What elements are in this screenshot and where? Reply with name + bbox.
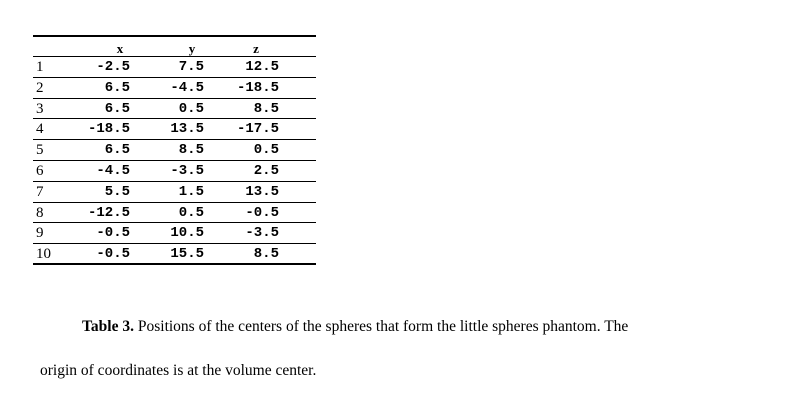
cell-z: 0.5	[253, 142, 279, 159]
table-row	[33, 161, 316, 182]
row-index: 5	[36, 142, 44, 159]
table-row	[33, 203, 316, 224]
row-index: 9	[36, 225, 44, 242]
table-row	[33, 99, 316, 120]
cell-y: 10.5	[170, 225, 204, 242]
cell-y: -4.5	[170, 79, 204, 96]
cell-x: 6.5	[104, 142, 130, 159]
cell-x: 6.5	[104, 100, 130, 117]
cell-z: 12.5	[245, 59, 279, 75]
cell-z: 8.5	[253, 100, 279, 117]
row-index: 1	[36, 59, 44, 75]
header-z: z	[253, 41, 259, 56]
cell-z: 2.5	[253, 163, 279, 179]
row-index: 10	[36, 246, 51, 263]
cell-y: 8.5	[178, 142, 204, 159]
cell-x: -2.5	[96, 59, 130, 75]
row-index: 3	[36, 100, 44, 117]
table-row	[33, 119, 316, 140]
cell-y: 13.5	[170, 121, 204, 138]
cell-y: 7.5	[178, 59, 204, 75]
cell-x: 6.5	[104, 79, 130, 96]
cell-x: -0.5	[96, 246, 130, 263]
cell-z: -0.5	[245, 204, 279, 221]
row-index: 2	[36, 79, 44, 96]
cell-z: -18.5	[236, 79, 279, 96]
cell-x: -18.5	[87, 121, 130, 138]
cell-x: -12.5	[87, 204, 130, 221]
row-index: 4	[36, 121, 44, 138]
table-row	[33, 57, 316, 78]
row-index: 6	[36, 163, 44, 179]
table-row	[33, 78, 316, 99]
cell-z: -17.5	[236, 121, 279, 138]
cell-x: -0.5	[96, 225, 130, 242]
row-index: 8	[36, 204, 44, 221]
cell-z: -3.5	[245, 225, 279, 242]
cell-x: 5.5	[104, 183, 130, 200]
caption-line-2: origin of coordinates is at the volume center.	[40, 362, 317, 379]
table-row	[33, 182, 316, 203]
caption-line-1	[82, 318, 628, 336]
row-index: 7	[36, 183, 44, 200]
caption-text-1: Positions of the centers of the spheres that form the little spheres phantom. The	[133, 318, 629, 335]
header-y: y	[188, 41, 196, 56]
header-x: x	[116, 41, 124, 56]
cell-x: -4.5	[96, 163, 130, 179]
caption-label: Table 3.	[82, 318, 134, 335]
cell-z: 8.5	[253, 246, 279, 263]
cell-z: 13.5	[245, 183, 279, 200]
table-row	[33, 140, 316, 161]
cell-y: 1.5	[178, 183, 204, 200]
cell-y: -3.5	[170, 163, 204, 179]
table-row	[33, 223, 316, 244]
cell-y: 15.5	[170, 246, 204, 263]
table-top-rule	[33, 35, 316, 37]
table-row	[33, 244, 316, 265]
cell-y: 0.5	[178, 204, 204, 221]
cell-y: 0.5	[178, 100, 204, 117]
